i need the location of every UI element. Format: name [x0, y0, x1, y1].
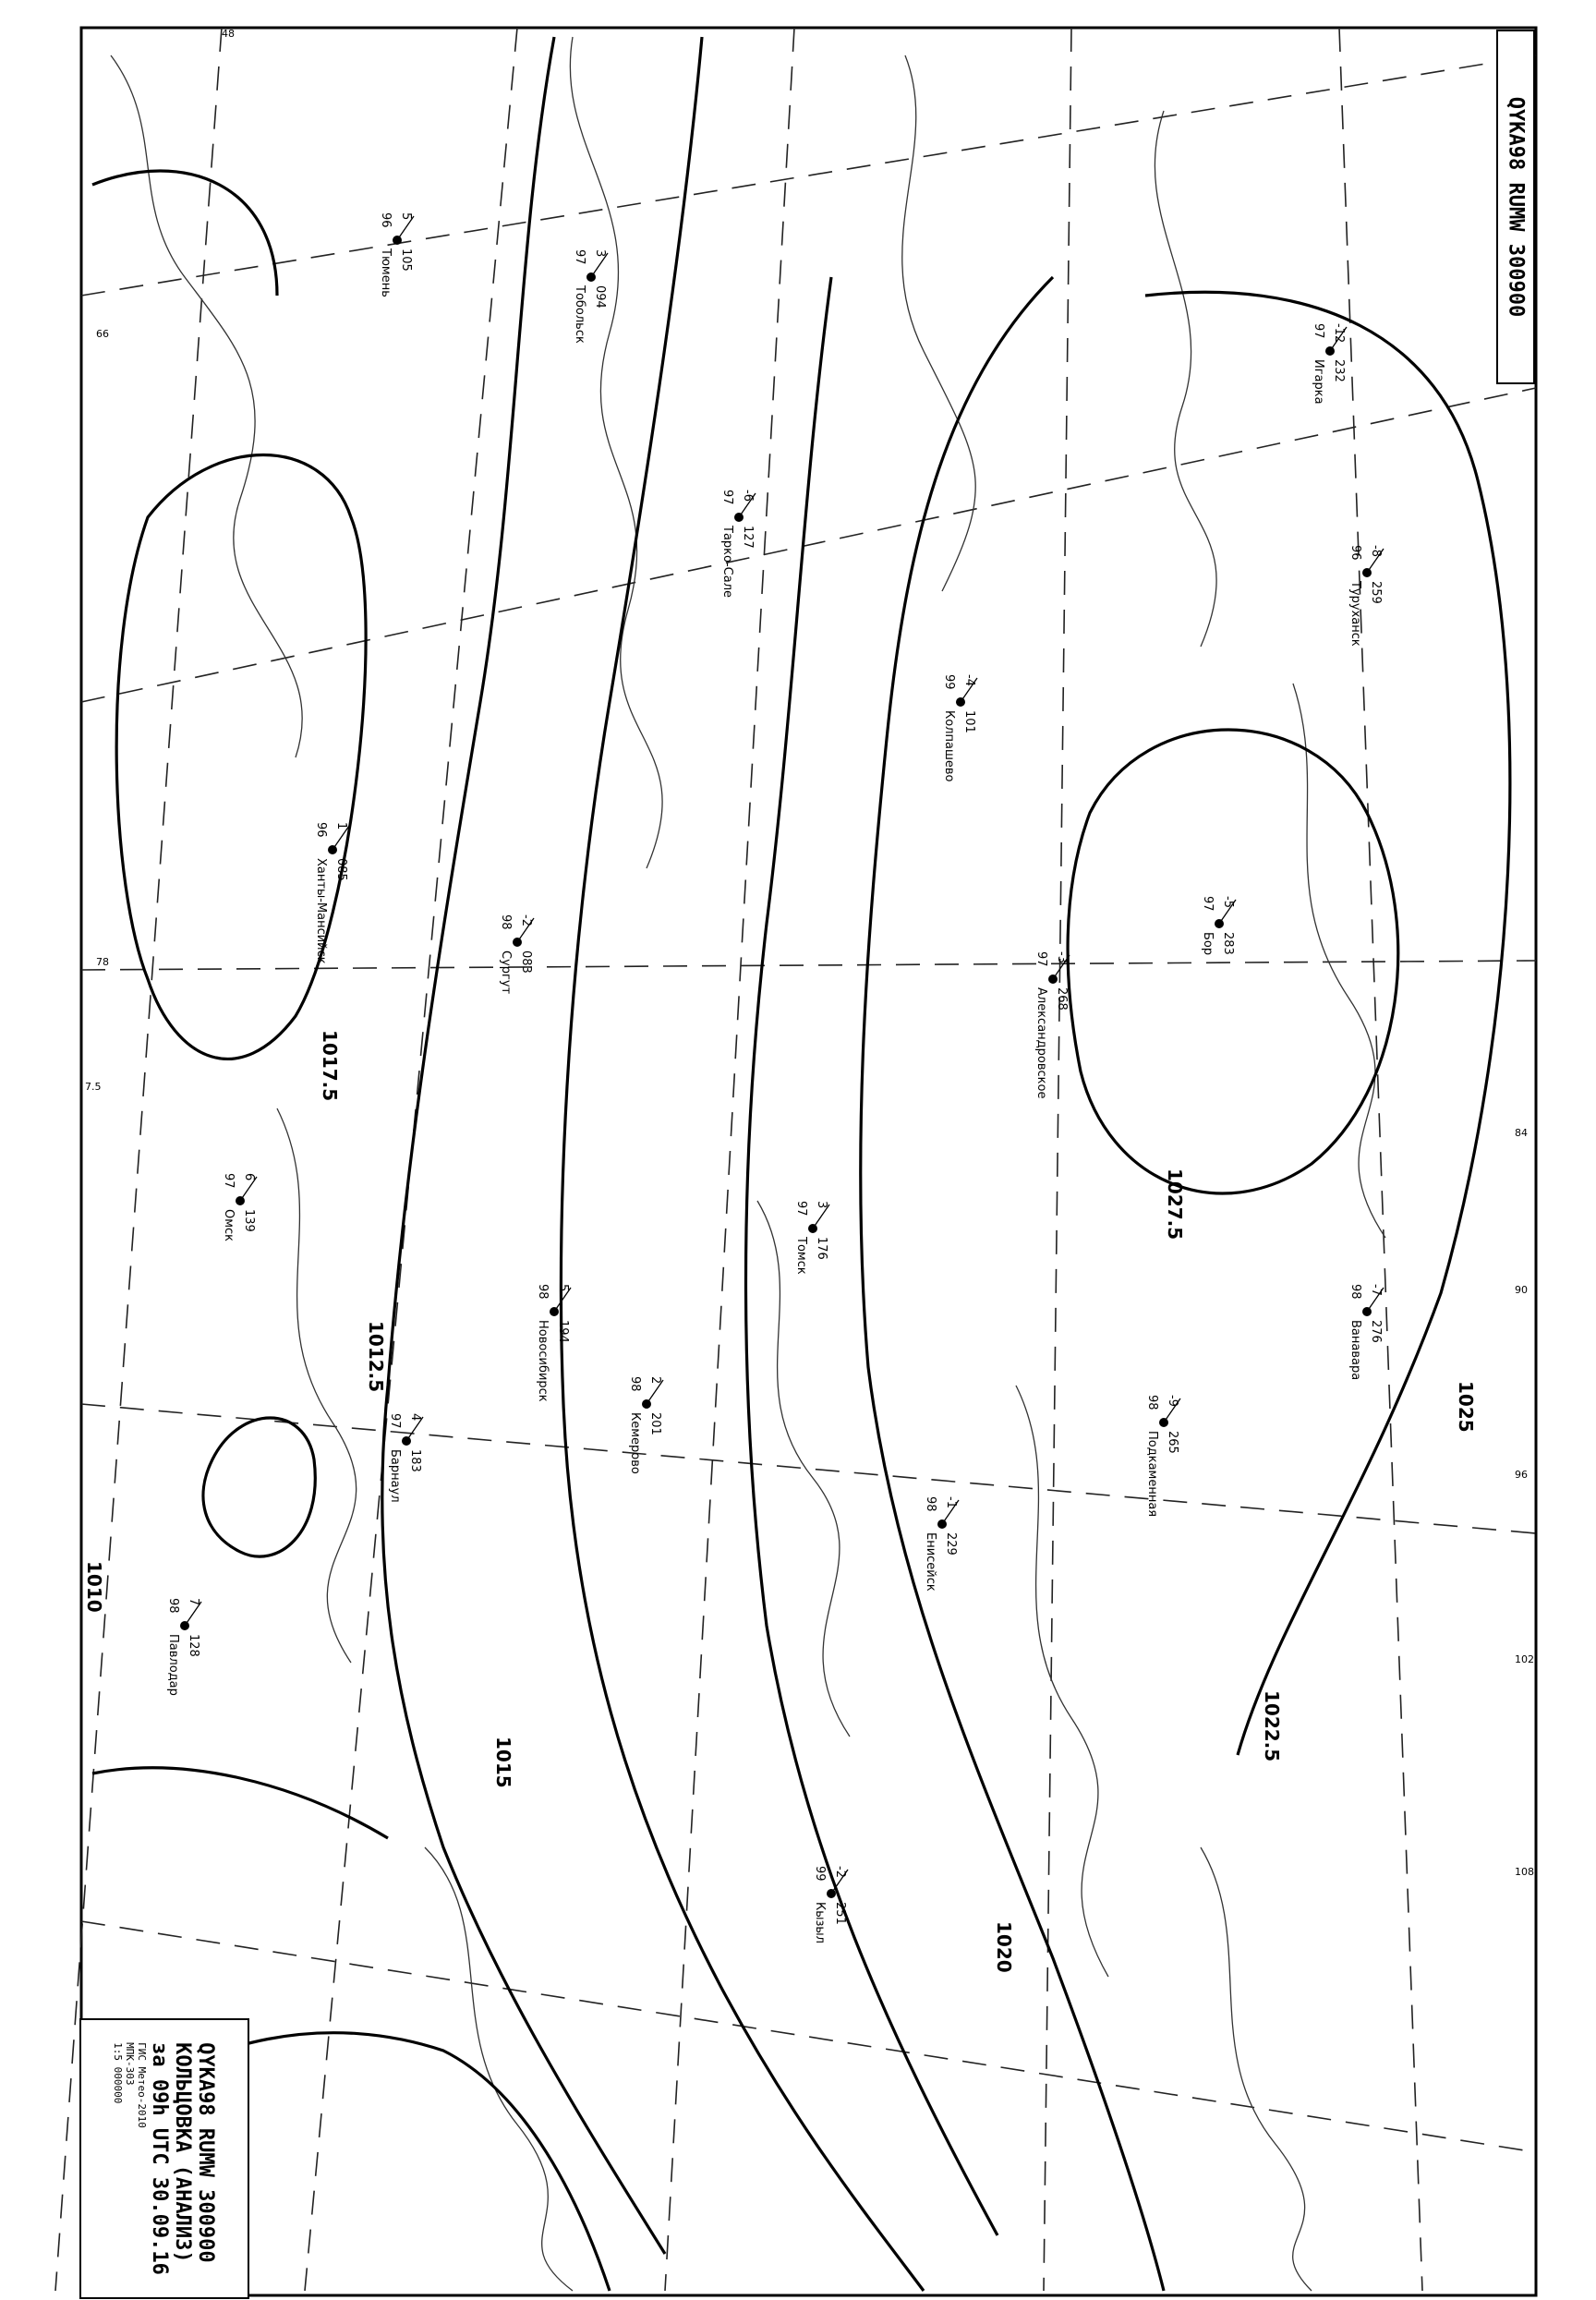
station-temp: 5: [556, 1284, 570, 1292]
station-plot: [499, 914, 534, 995]
station-pressure: 128: [187, 1634, 200, 1657]
station-code: 98: [1348, 1284, 1362, 1300]
station-pressure: 283: [1221, 932, 1235, 955]
station-plot: [628, 1376, 663, 1474]
station-temp: -2: [833, 1866, 847, 1878]
station-name: Колпашево: [942, 710, 956, 782]
station-name: Кемерово: [628, 1412, 642, 1474]
station-plot: [1348, 1284, 1384, 1380]
isobar-1027.5-high: [1068, 730, 1398, 1193]
station-code: 97: [1034, 951, 1048, 967]
station-pressure: 232: [1332, 359, 1346, 382]
station-name: Кызыл: [813, 1902, 827, 1943]
station-plot: [720, 490, 756, 598]
station-name: Игарка: [1312, 359, 1325, 405]
legend-lines: [112, 2042, 217, 2275]
station-plot: [813, 1866, 848, 1943]
station-plot: [536, 1284, 571, 1402]
isobar-label-1027.5: 1027.5: [1164, 1168, 1186, 1241]
station-plot: [222, 1173, 257, 1241]
station-code: 97: [1312, 323, 1325, 339]
station-pressure: 268: [1055, 987, 1069, 1011]
header-line: [1505, 97, 1528, 317]
margin-mark: 78: [96, 956, 109, 968]
station-code: 98: [1145, 1395, 1159, 1410]
station-pressure: 183: [408, 1449, 422, 1472]
station-plot: [1312, 323, 1347, 405]
isobar-label-1020: 1020: [993, 1921, 1015, 1973]
station-pressure: 105: [399, 248, 413, 272]
station-pressure: 229: [944, 1532, 958, 1556]
station-code: 97: [720, 490, 734, 505]
station-plot: [388, 1413, 423, 1503]
station-code: 97: [1201, 896, 1215, 912]
map-header: [1496, 30, 1535, 384]
station-name: Ванавара: [1348, 1320, 1362, 1381]
margin-mark: 66: [96, 328, 109, 340]
station-temp: 6: [242, 1173, 256, 1181]
margin-marks: [85, 28, 1534, 1878]
station-plot: [1201, 896, 1236, 955]
station-name: Новосибирск: [536, 1320, 550, 1402]
station-name: Ханты-Мансийск: [314, 858, 328, 964]
legend-form: МПК-303: [124, 2042, 136, 2086]
station-code: 98: [924, 1496, 937, 1512]
margin-mark: 48: [222, 28, 235, 40]
station-name: Томск: [794, 1237, 808, 1275]
station-code: 99: [813, 1866, 827, 1882]
station-pressure: 127: [741, 526, 755, 549]
station-code: 98: [536, 1284, 550, 1300]
margin-mark: 84: [1515, 1127, 1528, 1139]
station-code: 97: [388, 1413, 402, 1429]
station-temp: -5: [1221, 896, 1235, 908]
isobar-label-1015: 1015: [492, 1737, 514, 1788]
station-name: Омск: [222, 1209, 236, 1242]
station-pressure: 276: [1369, 1320, 1383, 1343]
legend-valid-time: за 09h UTC 30.09.16: [148, 2042, 171, 2275]
isobars: [92, 37, 1510, 2291]
station-pressure: 259: [1369, 581, 1383, 604]
station-code: 97: [222, 1173, 236, 1189]
station-pressure: 201: [648, 1412, 662, 1435]
isobar-1015: [382, 37, 665, 2254]
isobar-1017.5: [561, 37, 924, 2291]
legend-software: ГИС Метео-2010: [136, 2042, 148, 2128]
station-code: 97: [794, 1201, 808, 1217]
station-plot: [924, 1496, 959, 1592]
legend-scale: 1:5 000000: [112, 2042, 124, 2104]
station-temp: -8: [1369, 545, 1383, 557]
station-plot: [379, 212, 414, 297]
header-center: RUMW: [1504, 182, 1528, 232]
legend-title: КОЛЬЦОВКА (АНАЛИЗ): [171, 2042, 194, 2263]
isobar-1025-ring: [1145, 292, 1510, 1755]
station-temp: 5: [399, 212, 413, 221]
margin-mark: 102: [1515, 1653, 1534, 1665]
station-code: 96: [314, 822, 328, 838]
station-plot: [1034, 951, 1070, 1098]
isobar-label-1022.5: 1022.5: [1261, 1690, 1283, 1762]
isobar-1010-low: [203, 1418, 315, 1556]
station-pressure: 139: [242, 1209, 256, 1232]
station-temp: -9: [1166, 1395, 1179, 1407]
station-name: Тюмень: [379, 248, 393, 297]
isobar-1010-south: [92, 1768, 388, 1838]
station-name: Подкаменная: [1145, 1431, 1159, 1518]
legend-code-line: QYKA98 RUMW 300900: [194, 2042, 217, 2263]
station-plot: [573, 249, 608, 344]
station-code: 99: [942, 674, 956, 690]
station-pressure: 101: [962, 710, 976, 733]
station-temp: 7: [187, 1598, 200, 1606]
station-name: Сургут: [499, 950, 513, 995]
station-plot: [314, 822, 349, 964]
station-name: Барнаул: [388, 1449, 402, 1503]
isobar-label-1025: 1025: [1455, 1381, 1477, 1433]
isobar-1020: [746, 277, 998, 2235]
margin-mark: 108: [1515, 1866, 1534, 1878]
station-temp: -12: [1332, 323, 1346, 344]
station-name: Павлодар: [166, 1634, 180, 1696]
station-temp: -2: [519, 914, 533, 926]
station-plot: [1348, 545, 1384, 647]
station-pressure: 085: [334, 858, 348, 881]
station-temp: 1: [334, 822, 348, 830]
station-name: Александровское: [1034, 987, 1048, 1099]
station-name: Тобольск: [573, 285, 586, 344]
map-legend: [79, 2018, 249, 2299]
header-code: QYKA98: [1504, 96, 1528, 171]
station-code: 97: [573, 249, 586, 265]
station-name: Туруханск: [1348, 581, 1362, 647]
station-temp: 3: [593, 249, 607, 258]
station-code: 96: [379, 212, 393, 228]
station-pressure: 094: [593, 285, 607, 309]
station-pressure: 265: [1166, 1431, 1179, 1454]
isobar-labels: [83, 1030, 1477, 1973]
isobar-label-1010: 1010: [83, 1561, 105, 1613]
margin-mark: 96: [1515, 1469, 1528, 1481]
station-plot: [1145, 1395, 1180, 1517]
station-name: Тарко-Сале: [720, 526, 734, 599]
station-temp: -1: [944, 1496, 958, 1508]
header-datetime: 300900: [1504, 243, 1528, 318]
station-pressure: 251: [833, 1902, 847, 1925]
station-temp: -6: [741, 490, 755, 502]
station-name: Бор: [1201, 932, 1215, 956]
station-temp: -3: [1055, 951, 1069, 963]
station-plot: [166, 1598, 201, 1696]
station-temp: 4: [408, 1413, 422, 1422]
station-pressure: 083: [519, 950, 533, 974]
station-code: 96: [1348, 545, 1362, 561]
station-code: 98: [166, 1598, 180, 1614]
station-plots: [166, 212, 1384, 1943]
station-temp: -7: [1369, 1284, 1383, 1296]
station-temp: 3: [815, 1201, 828, 1209]
station-code: 98: [499, 914, 513, 930]
station-plot: [794, 1201, 829, 1275]
margin-mark: 7.5: [85, 1081, 102, 1093]
station-temp: 2: [648, 1376, 662, 1385]
isobar-label-1012.5: 1012.5: [365, 1321, 387, 1393]
isobar-label-1017.5: 1017.5: [319, 1030, 341, 1102]
isobar-1022.5: [861, 277, 1164, 2291]
station-name: Енисейск: [924, 1532, 937, 1592]
station-plot: [942, 674, 977, 782]
station-pressure: 194: [556, 1320, 570, 1343]
margin-mark: 90: [1515, 1284, 1528, 1296]
station-pressure: 176: [815, 1237, 828, 1260]
station-temp: -4: [962, 674, 976, 686]
station-code: 98: [628, 1376, 642, 1392]
